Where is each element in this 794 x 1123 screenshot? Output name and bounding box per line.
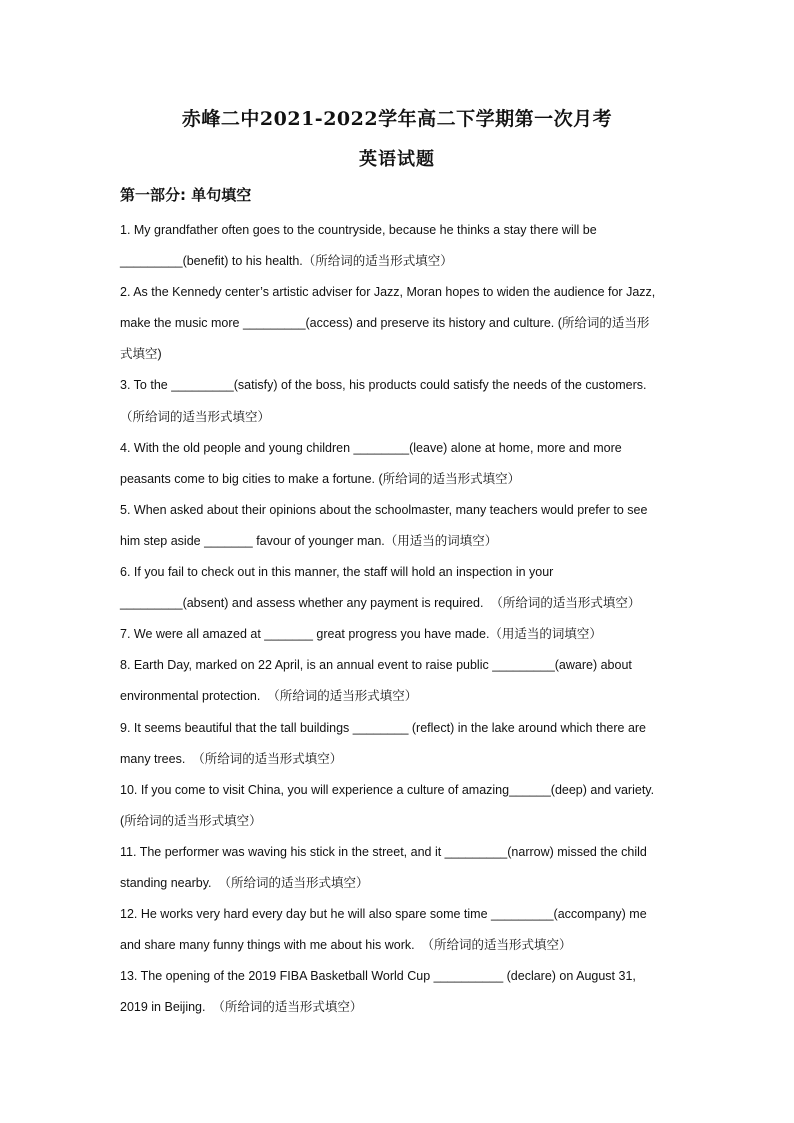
- question-6: 6. If you fail to check out in this manner, the staff will hold an inspection in your _________(absent) and assess whether any payment is required. （所给词的适当形式填空）: [120, 565, 641, 611]
- question-13: 13. The opening of the 2019 FIBA Basketball World Cup __________ (declare) on August 31, 2019 in Beijing. （所给词的适当形式填空）: [120, 969, 636, 1015]
- document-subtitle: 英语试题: [359, 149, 435, 170]
- question-2: 2. As the Kennedy center’s artistic adviser for Jazz, Moran hopes to widen the audience for Jazz, make the music more _________(access) and preserve its history and culture. (所给词的适当形 式填空): [120, 285, 656, 362]
- question-10: 10. If you come to visit China, you will experience a culture of amazing______(deep) and variety. (所给词的适当形式填空）: [120, 782, 655, 828]
- question-list: [120, 215, 672, 1023]
- question-12: 12. He works very hard every day but he will also spare some time _________(accompany) me and share many funny things with me about his work. （所给词的适当形式填空）: [120, 907, 647, 953]
- question-1: 1. My grandfather often goes to the countryside, because he thinks a stay there will be _________(benefit) to his health.（所给词的适当形式填空）: [120, 223, 597, 269]
- question-4: 4. With the old people and young children ________(leave) alone at home, more and more peasants come to big cities to make a fortune. (所给词的适当形式填空）: [120, 440, 622, 486]
- document-title: 赤峰二中2021-2022学年高二下学期第一次月考: [181, 108, 613, 130]
- question-7: 7. We were all amazed at _______ great progress you have made.（用适当的词填空）: [120, 627, 602, 642]
- question-8: 8. Earth Day, marked on 22 April, is an annual event to raise public _________(aware) about environmental protection. （所给词的适当形式填空）: [120, 658, 632, 704]
- question-9: 9. It seems beautiful that the tall buildings ________ (reflect) in the lake around which there are many trees. （所给词的适当形式填空）: [120, 720, 647, 766]
- question-3: 3. To the _________(satisfy) of the boss, his products could satisfy the needs of the customers. （所给词的适当形式填空）: [120, 378, 647, 424]
- section-heading: 第一部分: 单句填空: [120, 186, 252, 204]
- question-5: 5. When asked about their opinions about the schoolmaster, many teachers would prefer to see him step aside _______ favour of younger man.（用适当的词填空）: [120, 502, 648, 548]
- question-11: 11. The performer was waving his stick in the street, and it _________(narrow) missed the child standing nearby. （所给词的适当形式填空）: [120, 844, 647, 890]
